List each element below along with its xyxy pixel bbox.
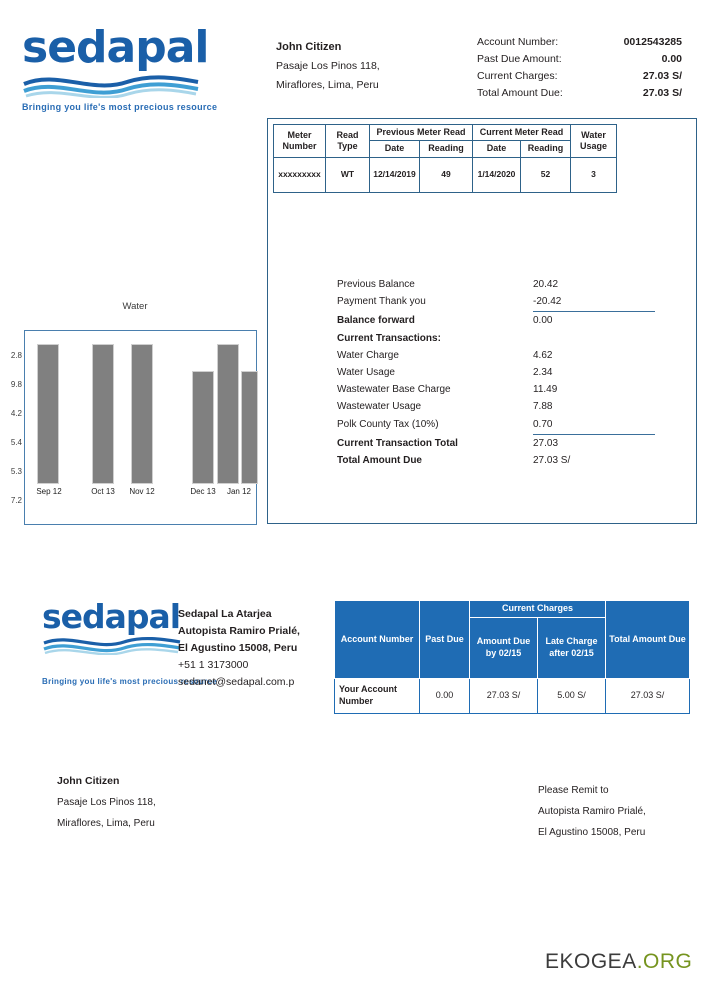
header-current-meter-read: Current Meter Read [473, 125, 571, 141]
cell-current-date: 1/14/2020 [473, 157, 521, 192]
charge-row [337, 398, 655, 415]
chart-bar [217, 344, 239, 484]
header-amount-due-by: Amount Due by 02/15 [470, 617, 538, 678]
table-row [274, 157, 617, 192]
charge-row [337, 381, 655, 398]
contact-line: +51 1 3173000 [178, 659, 249, 671]
charge-label: Balance forward [337, 315, 415, 327]
header-logo [22, 22, 222, 112]
watermark-primary: EKOGEA [545, 950, 637, 973]
charge-row [337, 312, 655, 329]
summary-value: 27.03 S/ [642, 70, 682, 82]
charge-label: Payment Thank you [337, 296, 426, 308]
summary-label: Account Number: [477, 36, 559, 48]
remit-address-line2: El Agustino 15008, Peru [538, 827, 646, 838]
summary-row [477, 85, 682, 102]
charge-label: Polk County Tax (10%) [337, 418, 439, 430]
chart-xtick: Dec 13 [190, 487, 216, 496]
cell-total-amount-due: 27.03 S/ [606, 678, 690, 713]
contact-line: El Agustino 15008, Peru [178, 642, 298, 654]
chart-title: Water [122, 301, 148, 312]
charge-row [337, 364, 655, 381]
customer-address-block [276, 38, 446, 94]
subheader-current-reading: Reading [521, 141, 571, 157]
customer-name: John Citizen [57, 775, 120, 787]
subheader-previous-date: Date [370, 141, 420, 157]
chart-bar [131, 344, 153, 484]
chart-bar [241, 371, 258, 484]
remit-address-line1: Autopista Ramiro Prialé, [538, 806, 646, 817]
cell-current-reading: 52 [521, 157, 571, 192]
charge-amount: 27.03 S/ [533, 454, 571, 466]
charge-amount: 4.62 [533, 349, 553, 361]
chart-bar [92, 344, 114, 484]
payment-stub-table [334, 600, 689, 714]
chart-xtick: Jan 12 [226, 487, 252, 496]
charge-amount: 7.88 [533, 401, 553, 413]
chart-ytick: 5.3 [10, 467, 22, 476]
summary-value: 0012543285 [623, 36, 682, 48]
customer-address-line2: Miraflores, Lima, Peru [57, 818, 155, 830]
header-late-charge-after: Late Charge after 02/15 [538, 617, 606, 678]
summary-row [477, 34, 682, 51]
header-account-number: Account Number [335, 601, 420, 679]
chart-ytick: 2.8 [10, 351, 22, 360]
charge-row [337, 435, 655, 452]
summary-value: 27.03 S/ [642, 87, 682, 99]
header-total-amount-due: Total Amount Due [606, 601, 690, 679]
watermark-suffix: .ORG [636, 950, 693, 973]
charge-amount: 27.03 [533, 437, 559, 449]
charges-breakdown [337, 276, 655, 469]
summary-label: Total Amount Due: [477, 87, 563, 99]
charge-amount: 0.00 [533, 315, 553, 327]
chart-ytick: 4.2 [10, 409, 22, 418]
charge-row [337, 293, 655, 312]
subheader-current-date: Date [473, 141, 521, 157]
brand-name: sedapal [42, 597, 181, 636]
usage-bar-chart [0, 330, 262, 525]
summary-row [477, 51, 682, 68]
header-read-type: Read Type [326, 125, 370, 158]
brand-tagline: Bringing you life's most precious resource [22, 102, 218, 112]
customer-name: John Citizen [276, 41, 342, 53]
header-current-charges: Current Charges [470, 601, 606, 618]
customer-address-line1: Pasaje Los Pinos 118, [276, 60, 380, 73]
charge-label: Water Usage [337, 366, 395, 378]
charge-amount: 11.49 [533, 384, 558, 396]
charge-label: Current Transaction Total [337, 437, 458, 449]
customer-address-line2: Miraflores, Lima, Peru [276, 78, 379, 91]
table-row [335, 678, 690, 713]
cell-water-usage: 3 [571, 157, 617, 192]
remit-heading: Please Remit to [538, 785, 609, 796]
charge-row [337, 347, 655, 364]
charge-row [337, 330, 655, 347]
meter-read-table [273, 124, 616, 193]
charge-label: Wastewater Base Charge [337, 384, 451, 396]
chart-xtick: Nov 12 [129, 487, 155, 496]
summary-row [477, 68, 682, 85]
contact-line: Sedapal La Atarjea [178, 608, 272, 620]
chart-ytick: 5.4 [10, 438, 22, 447]
header-water-usage: Water Usage [571, 125, 617, 158]
brand-name: sedapal [22, 22, 209, 73]
remit-to-block [538, 780, 720, 843]
cell-amount-due-by: 27.03 S/ [470, 678, 538, 713]
table-header-row [335, 601, 690, 618]
chart-bar [37, 344, 59, 484]
header-past-due: Past Due [420, 601, 470, 679]
charge-amount: -20.42 [533, 293, 655, 312]
chart-ytick: 7.2 [10, 496, 22, 505]
cell-meter-number: xxxxxxxxx [274, 157, 326, 192]
charge-label: Wastewater Usage [337, 401, 422, 413]
charge-row [337, 416, 655, 435]
cell-previous-reading: 49 [420, 157, 473, 192]
brand-tagline: Bringing you life's most precious resource [42, 677, 217, 686]
cell-read-type: WT [326, 157, 370, 192]
charge-label: Current Transactions: [337, 332, 441, 344]
charge-amount: 2.34 [533, 366, 553, 378]
charge-amount [533, 330, 655, 347]
customer-address-line1: Pasaje Los Pinos 118, [57, 797, 156, 809]
charge-row [337, 276, 655, 293]
company-contact-block [178, 606, 328, 691]
chart-xtick: Oct 13 [91, 487, 115, 496]
stub-customer-address [57, 770, 277, 834]
cell-account-number: Your Account Number [335, 678, 420, 713]
charge-amount: 0.70 [533, 416, 655, 435]
contact-email[interactable]: sedanet@sedapal.com.p [178, 676, 295, 688]
chart-bar [192, 371, 214, 484]
charge-label: Water Charge [337, 349, 399, 361]
chart-xtick: Sep 12 [36, 487, 62, 496]
chart-ytick: 9.8 [10, 380, 22, 389]
account-summary [477, 34, 682, 102]
cell-past-due: 0.00 [420, 678, 470, 713]
header-meter-number: Meter Number [274, 125, 326, 158]
chart-plot-area [24, 330, 257, 525]
charge-amount: 20.42 [533, 279, 559, 290]
cell-late-charge: 5.00 S/ [538, 678, 606, 713]
contact-line: Autopista Ramiro Prialé, [178, 625, 300, 637]
cell-previous-date: 12/14/2019 [370, 157, 420, 192]
table-header-row [274, 125, 617, 141]
summary-label: Past Due Amount: [477, 53, 562, 65]
charge-row [337, 452, 655, 469]
summary-value: 0.00 [661, 53, 682, 65]
subheader-previous-reading: Reading [420, 141, 473, 157]
charge-label: Previous Balance [337, 279, 415, 290]
charge-label: Total Amount Due [337, 454, 422, 466]
watermark [545, 950, 692, 974]
summary-label: Current Charges: [477, 70, 558, 82]
header-previous-meter-read: Previous Meter Read [370, 125, 473, 141]
